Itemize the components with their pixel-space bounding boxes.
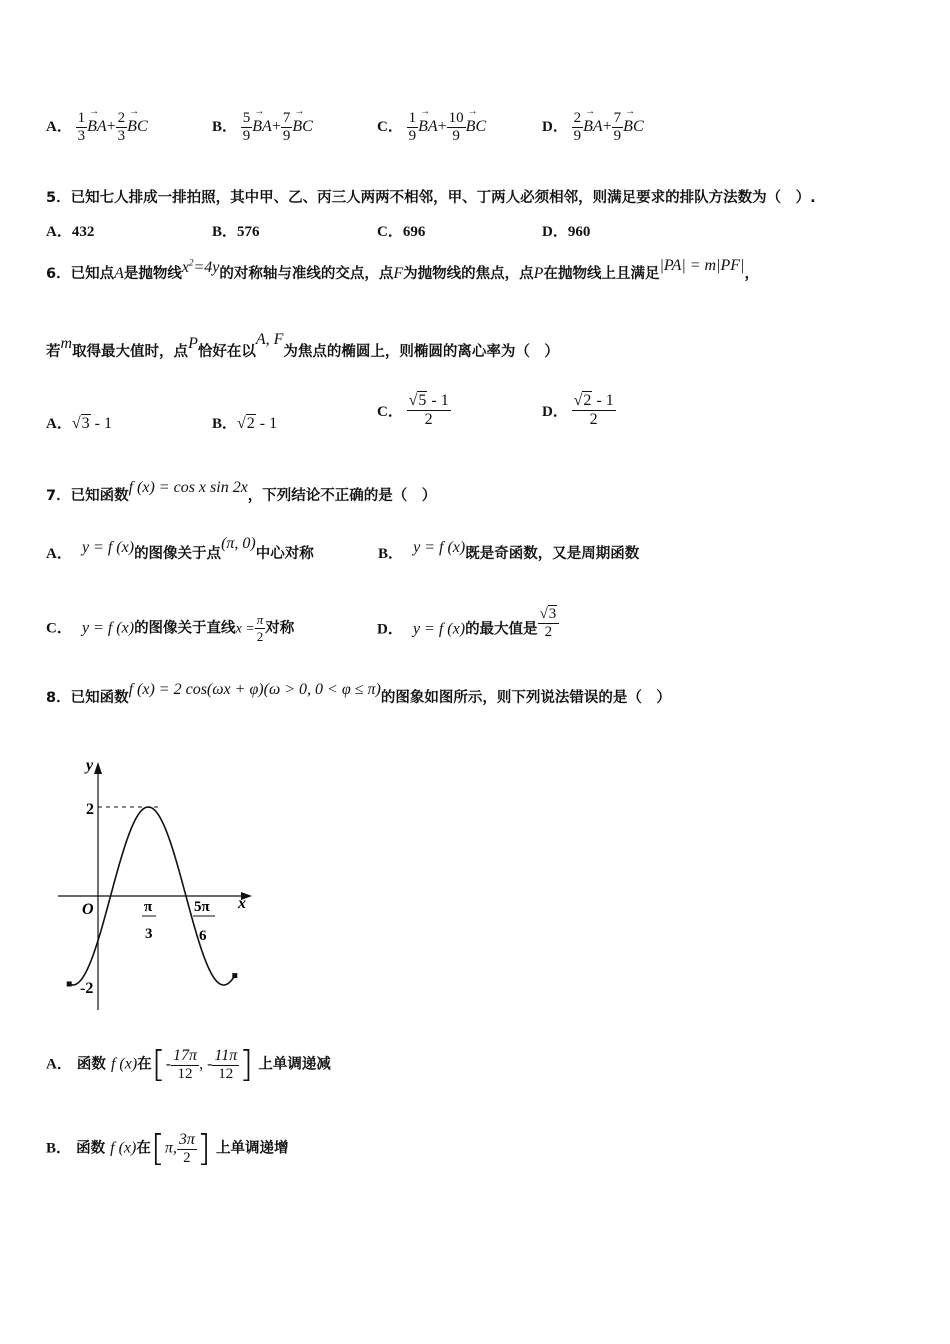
q8-option-a[interactable]: A． 函数 f (x)在[- $\frac{17\pi}{12}$ , - $\frac{11\pi}{12}$ ] 上单调递减 xyxy=(46,1044,331,1085)
q4-d-vec-bc: → BC xyxy=(623,118,643,136)
q7-option-b[interactable]: B． y = f (x)既是奇函数，又是周期函数 xyxy=(378,539,640,562)
q4-b-vec-ba: → BA xyxy=(252,118,272,136)
q5-option-d[interactable]: D．960 xyxy=(542,224,591,240)
y-tick-label-2: 2 xyxy=(86,801,94,818)
x-axis-label: x xyxy=(238,895,246,912)
q6-option-a[interactable]: A．√3 - 1 xyxy=(46,415,112,432)
q6-option-d[interactable]: D． $\frac{√2 - 1}{2}$ xyxy=(542,392,614,428)
x-tick-pi3-den: 3 xyxy=(145,926,153,942)
q4-option-d-letter: D． xyxy=(542,118,568,135)
q8-function-graph xyxy=(40,748,270,1018)
q8-stem: 8．已知函数f (x) = 2 cos(ωx + φ)(ω > 0, 0 < φ ≤ π)的图象如图所示，则下列说法错误的是（ ） xyxy=(46,681,671,706)
q7-option-c[interactable]: C． y = f (x)的图像关于直线x = $\frac{\pi}{2}$ 对称 xyxy=(46,612,295,644)
q5-option-a[interactable]: A．432 xyxy=(46,224,95,240)
q6-option-c[interactable]: C． $\frac{√5 - 1}{2}$ xyxy=(377,392,449,428)
q4-c-frac2: $\frac{10}{9}$ xyxy=(448,110,464,144)
q4-a-vec-ba: → BA xyxy=(87,118,107,136)
q5-option-c[interactable]: C．696 xyxy=(377,224,426,240)
x-tick-5pi6-den: 6 xyxy=(199,928,207,944)
y-axis-arrow-icon xyxy=(94,762,102,774)
q5-stem: 5．已知七人排成一排拍照，其中甲、乙、丙三人两两不相邻，甲、丁两人必须相邻，则满足要求的排队方法数为（ ）. xyxy=(46,190,816,206)
curve-right-endpoint xyxy=(232,973,237,978)
q4-d-frac2: $\frac{7}{9}$ xyxy=(613,110,622,144)
q7-option-d[interactable]: D． y = f (x)的最大值是 $\frac{√3}{2}$ xyxy=(377,612,559,647)
x-tick-pi3-num: π xyxy=(144,899,153,915)
q4-a-frac2: $\frac{2}{3}$ xyxy=(117,110,126,144)
q6-condition: |PA| = m|PF| xyxy=(659,257,745,274)
q4-option-c[interactable]: C． $\frac{1}{9}$ → BA+ $\frac{10}{9}$ → BC xyxy=(377,110,486,145)
q4-b-frac2: $\frac{7}{9}$ xyxy=(282,110,291,144)
q5-option-b[interactable]: B．576 xyxy=(212,224,260,240)
y-axis-label: y xyxy=(86,757,94,774)
q4-d-vec-ba: → BA xyxy=(583,118,603,136)
y-tick-label-neg2: -2 xyxy=(80,980,94,997)
q4-option-d[interactable]: D． $\frac{2}{9}$ → BA+ $\frac{7}{9}$ → BC xyxy=(542,110,644,145)
q4-c-vec-ba: → BA xyxy=(418,118,438,136)
q8-option-b[interactable]: B． 函数 f (x)在[π, $\frac{3\pi}{2}$ ] 上单调递增 xyxy=(46,1128,289,1169)
q8-function: f (x) = 2 cos(ωx + φ)(ω > 0, 0 < φ ≤ π) xyxy=(128,681,381,698)
x-tick-5pi6-num: 5π xyxy=(194,899,210,915)
q4-b-vec-bc: → BC xyxy=(292,118,312,136)
origin-label: O xyxy=(82,901,94,918)
q4-option-b-letter: B． xyxy=(212,118,238,135)
q4-option-c-letter: C． xyxy=(377,118,403,135)
q4-option-a[interactable]: A． $\frac{1}{3}$ → BA+ $\frac{2}{3}$ → BC xyxy=(46,110,148,145)
q4-c-vec-bc: → BC xyxy=(466,118,486,136)
q4-d-frac1: $\frac{2}{9}$ xyxy=(573,110,582,144)
q4-option-b[interactable]: B． $\frac{5}{9}$ → BA+ $\frac{7}{9}$ → BC xyxy=(212,110,313,145)
q7-stem: 7．已知函数f (x) = cos x sin 2x，下列结论不正确的是（ ） xyxy=(46,479,437,504)
q6-stem-line2: 若m取得最大值时，点P恰好在以A, F为焦点的椭圆上，则椭圆的离心率为（ ） xyxy=(46,331,559,360)
curve-left-endpoint xyxy=(67,981,72,986)
q6-stem-line1: 6．已知点A是抛物线$x^2=4y$的对称轴与准线的交点，点F为抛物线的焦点，点P在抛物线上且满足|PA| = m|PF|， xyxy=(46,257,759,282)
q4-c-frac1: $\frac{1}{9}$ xyxy=(408,110,417,144)
q6-point-a: A xyxy=(114,265,124,282)
q6-option-b[interactable]: B．√2 - 1 xyxy=(212,415,278,432)
q4-b-frac1: $\frac{5}{9}$ xyxy=(242,110,251,144)
q4-option-a-letter: A． xyxy=(46,118,72,135)
q4-a-vec-bc: → BC xyxy=(127,118,147,136)
q4-a-frac1: $\frac{1}{3}$ xyxy=(77,110,86,144)
q7-option-a[interactable]: A． y = f (x)的图像关于点(π, 0)中心对称 xyxy=(46,535,314,562)
q7-function: f (x) = cos x sin 2x xyxy=(128,479,248,496)
